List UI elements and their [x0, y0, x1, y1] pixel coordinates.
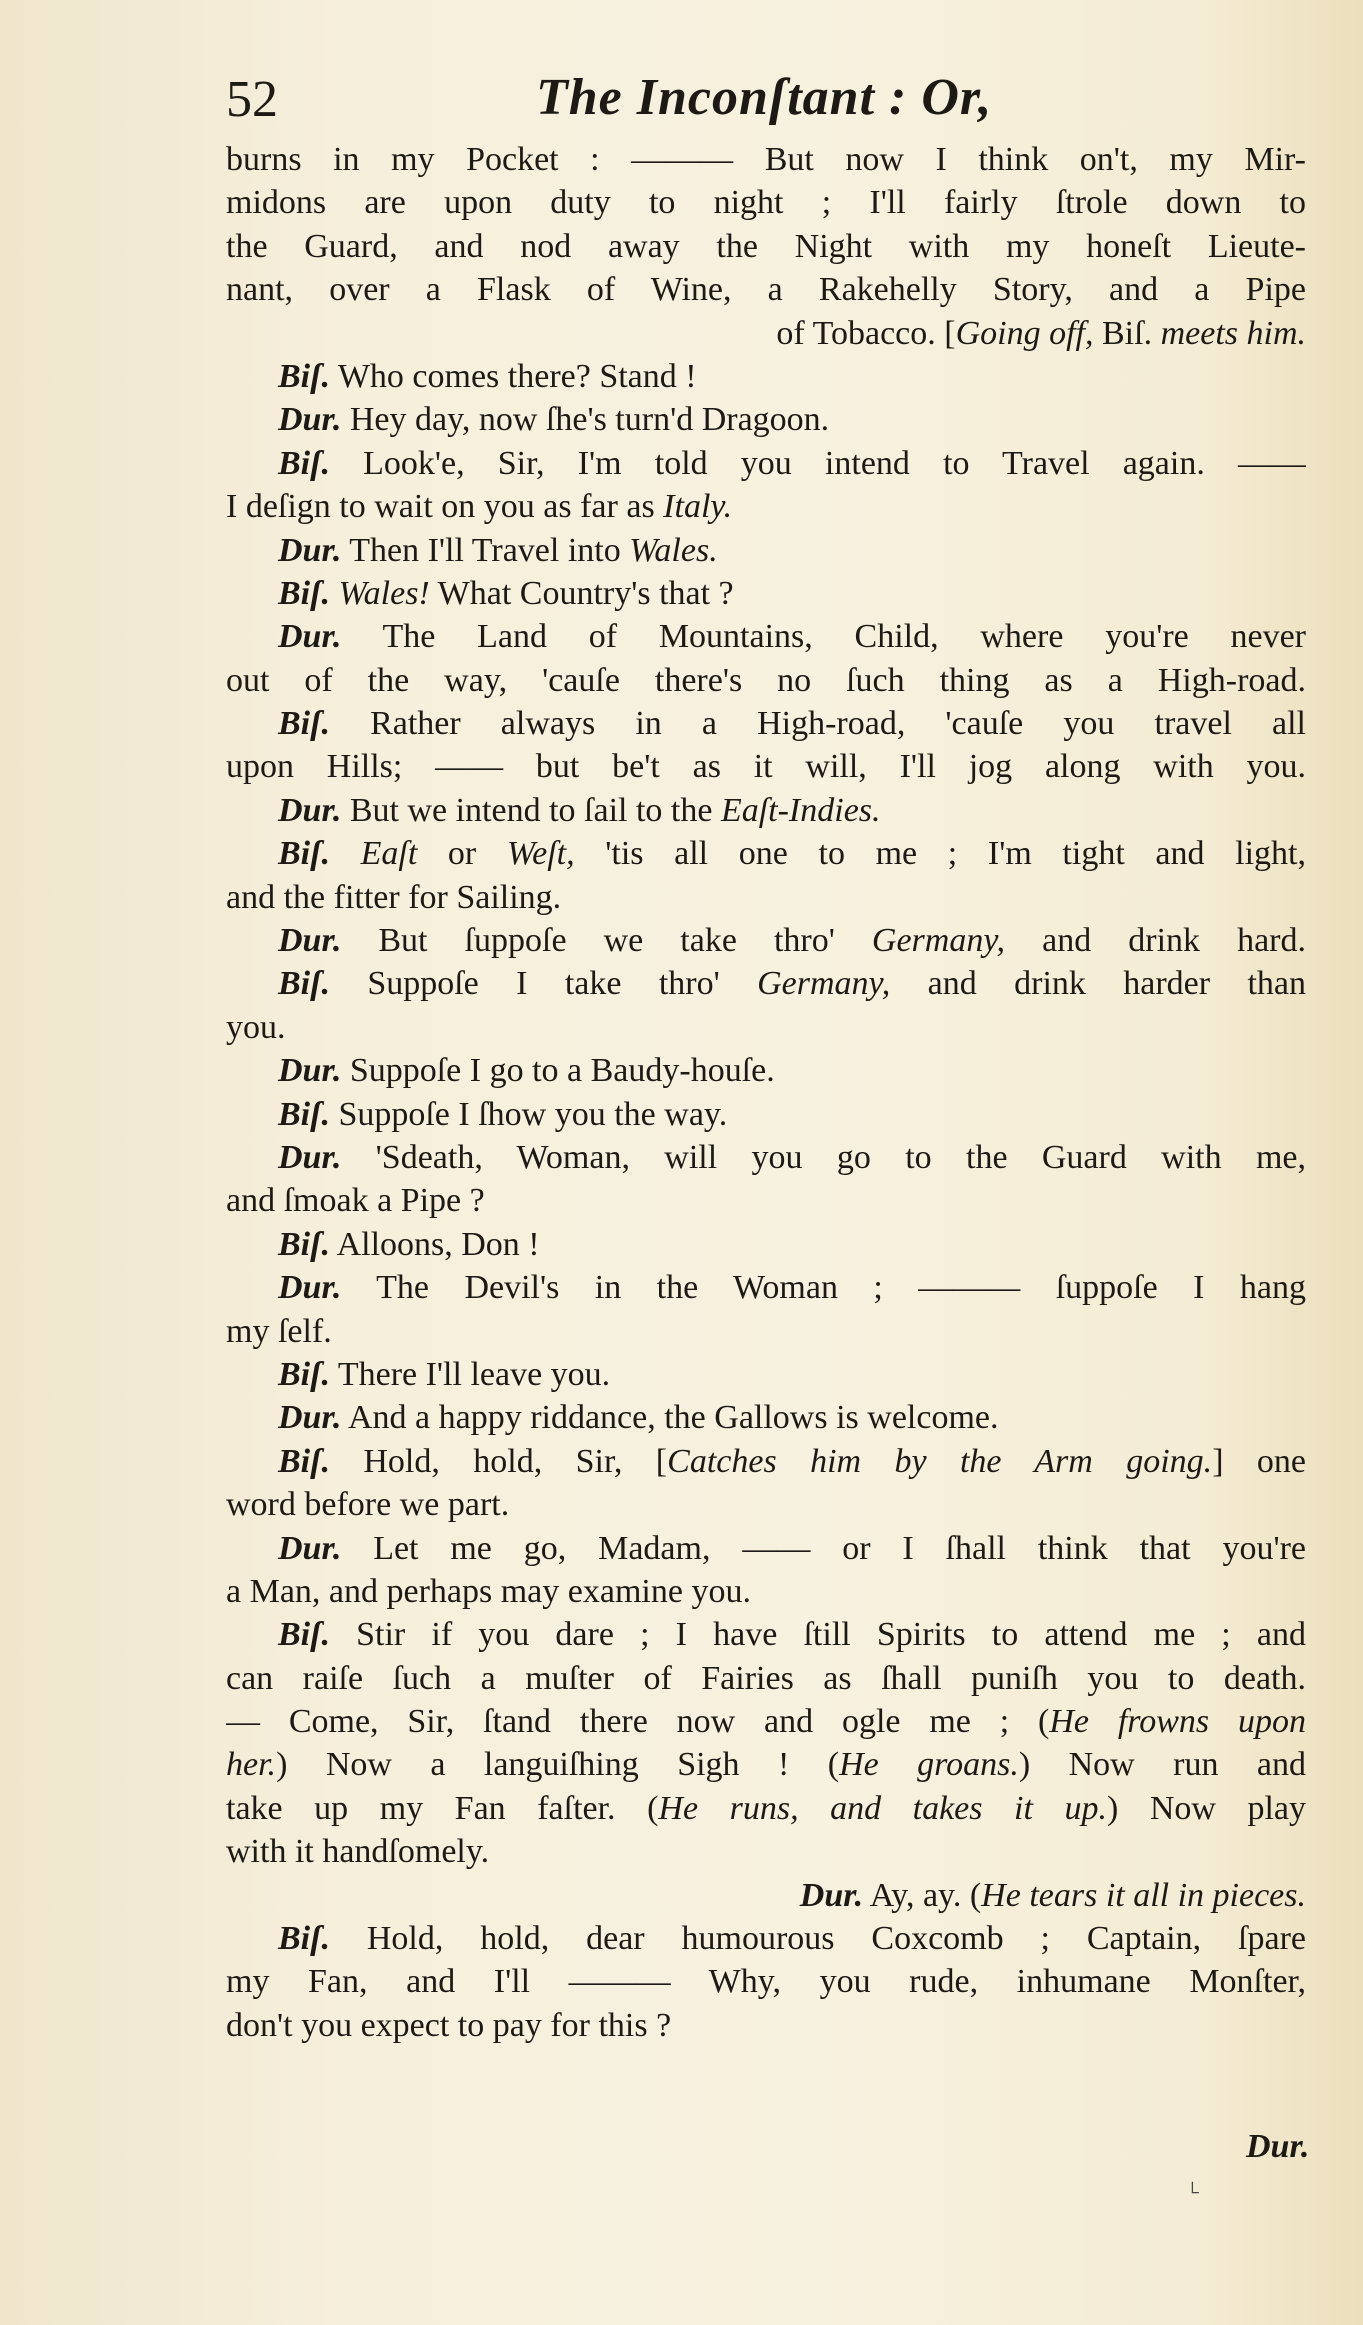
line-text: and drink hard. [1005, 922, 1306, 960]
line-text: Suppoſe I take thro' [329, 965, 758, 1003]
text-line [226, 1743, 1306, 1786]
line-text: ] one [1212, 1442, 1306, 1480]
line-text: take up my Fan faſter. ( [226, 1789, 659, 1827]
speaker-name: Dur. [278, 401, 342, 439]
text-line [226, 1657, 1306, 1700]
text-line [226, 1093, 1306, 1136]
text-line [226, 659, 1306, 702]
text-line [226, 181, 1306, 224]
speaker-name: Biſ. [278, 1442, 330, 1480]
line-text: Stir if you dare ; I have ſtill Spirits to attend me ; and [329, 1616, 1306, 1654]
line-text: ) Now run and [1018, 1746, 1306, 1784]
line-text: Alloons, Don ! [329, 1225, 540, 1263]
text-line [226, 529, 1306, 572]
line-text: burns in my Pocket : ——— But now I think on't, my Mir- [226, 141, 1306, 178]
line-text: — Come, Sir, ſtand there now and ogle me ; ( [226, 1703, 1050, 1741]
italic-text: Wales! [338, 574, 430, 612]
text-line [226, 138, 1306, 181]
page-header [226, 62, 1336, 142]
text-line [226, 745, 1306, 788]
text-line [226, 572, 1306, 615]
line-text: my ſelf. [226, 1312, 332, 1350]
text-line [226, 1787, 1306, 1830]
text-line [226, 1179, 1306, 1222]
text-line [226, 702, 1306, 745]
line-text: What Country's that ? [429, 574, 734, 612]
text-line [226, 615, 1306, 658]
text-line [226, 1917, 1306, 1960]
text-line [226, 1700, 1306, 1743]
speaker-name: Dur. [278, 1399, 342, 1437]
text-line [226, 832, 1306, 875]
text-line [226, 1396, 1306, 1439]
line-text: Then I'll Travel into [341, 531, 630, 569]
page-number: 52 [226, 71, 278, 128]
speaker-name: Biſ. [278, 1616, 330, 1654]
line-text: But we intend to ſail to the [341, 791, 721, 829]
text-line [226, 1310, 1306, 1353]
line-text: 'Sdeath, Woman, will you go to the Guard with me, [341, 1138, 1306, 1176]
line-text: a Man, and perhaps may examine you. [226, 1572, 751, 1610]
speaker-name: Biſ. [278, 1095, 330, 1133]
speaker-name: Biſ. [278, 1355, 330, 1393]
text-line [226, 1874, 1306, 1917]
printer-mark: └ [1186, 2182, 1199, 2202]
line-text: The Land of Mountains, Child, where you're never [341, 618, 1306, 656]
italic-text: Germany, [757, 965, 891, 1003]
speaker-name: Dur. [278, 618, 342, 656]
line-text: Let me go, Madam, —— or I ſhall think that you're [341, 1529, 1306, 1567]
text-line [226, 485, 1306, 528]
line-text: The Devil's in the Woman ; ——— ſuppoſe I hang [341, 1269, 1306, 1307]
text-line [226, 1570, 1306, 1613]
text-line [226, 355, 1306, 398]
text-line [226, 1049, 1306, 1092]
speaker-name: Dur. [278, 1529, 342, 1567]
line-text: But ſuppoſe we take thro' [341, 922, 872, 960]
text-line [226, 1960, 1306, 2003]
line-text: with it handſomely. [226, 1833, 490, 1871]
speaker-name: Dur. [278, 531, 342, 569]
text-line [226, 225, 1306, 268]
line-text: ) Now a languiſhing Sigh ! ( [276, 1746, 840, 1784]
italic-text: Going off, [955, 314, 1094, 352]
text-line [226, 876, 1306, 919]
line-text: midons are upon duty to night ; I'll fairly ſtrole down to [226, 184, 1306, 222]
line-text: can raiſe ſuch a muſter of Fairies as ſhall puniſh you to death. [226, 1659, 1306, 1697]
text-line [226, 1006, 1306, 1049]
italic-text: her. [226, 1746, 277, 1784]
line-text: and the fitter for Sailing. [226, 878, 562, 916]
speaker-name: Dur. [278, 1138, 342, 1176]
text-line [226, 2004, 1306, 2047]
speaker-name: Biſ. [278, 444, 330, 482]
italic-text: Eaſt [360, 835, 418, 873]
speaker-name: Dur. [278, 1052, 342, 1090]
line-text: and ſmoak a Pipe ? [226, 1182, 485, 1220]
speaker-name: Biſ. [278, 1225, 330, 1263]
speaker-name: Dur. [799, 1876, 864, 1914]
text-line [226, 398, 1306, 441]
line-text: And a happy riddance, the Gallows is welcome. [341, 1399, 999, 1437]
running-title: The Inconſtant : Or, [536, 69, 993, 126]
line-text: ) Now play [1106, 1789, 1306, 1827]
italic-text: He tears it all in pieces. [981, 1876, 1306, 1914]
text-line [226, 919, 1306, 962]
speaker-name: Biſ. [278, 357, 330, 395]
italic-text: meets him. [1160, 314, 1306, 352]
text-line [226, 442, 1306, 485]
text-line [226, 1266, 1306, 1309]
line-text: Hold, hold, Sir, [ [329, 1442, 668, 1480]
italic-text: Weſt, [506, 835, 575, 873]
line-text: Suppoſe I ſhow you the way. [329, 1095, 728, 1133]
text-line [226, 1483, 1306, 1526]
line-text: the Guard, and nod away the Night with my honeſt Lieute- [226, 227, 1306, 265]
speaker-name: Biſ. [278, 965, 330, 1003]
italic-text: Wales. [629, 531, 718, 569]
text-line [226, 1136, 1306, 1179]
italic-text: Eaſt-Indies. [720, 791, 881, 829]
speaker-name: Biſ. [278, 574, 330, 612]
catchword: Dur. [1246, 2128, 1310, 2165]
line-text: 'tis all one to me ; I'm tight and light, [574, 835, 1306, 873]
line-text: Look'e, Sir, I'm told you intend to Travel again. —— [329, 444, 1306, 482]
line-text: my Fan, and I'll ——— Why, you rude, inhumane Monſter, [226, 1963, 1306, 2001]
line-text: Suppoſe I go to a Baudy-houſe. [341, 1052, 775, 1090]
text-line [226, 312, 1306, 355]
line-text: or [417, 835, 507, 873]
text-line [226, 1830, 1306, 1873]
line-text: nant, over a Flask of Wine, a Rakehelly Story, and a Pipe [226, 271, 1306, 309]
text-line [226, 268, 1306, 311]
line-text: There I'll leave you. [329, 1355, 611, 1393]
text-line [226, 1613, 1306, 1656]
line-text: Biſ. [1093, 314, 1161, 352]
italic-text: He frowns upon [1049, 1703, 1306, 1741]
speaker-name: Dur. [278, 1269, 342, 1307]
line-text: Ay, ay. ( [863, 1876, 982, 1914]
speaker-name: Biſ. [278, 835, 330, 873]
italic-text: Germany, [871, 922, 1006, 960]
speaker-name: Biſ. [278, 1920, 330, 1958]
text-line [226, 1223, 1306, 1266]
play-text [226, 138, 1306, 2047]
line-text: and drink harder than [890, 965, 1306, 1003]
line-text: Hold, hold, dear humourous Coxcomb ; Captain, ſpare [329, 1920, 1306, 1958]
italic-text: He runs, and takes it up. [658, 1789, 1107, 1827]
line-text: Rather always in a High-road, 'cauſe you travel all [329, 705, 1306, 743]
line-text: don't you expect to pay for this ? [226, 2006, 672, 2044]
line-text: out of the way, 'cauſe there's no ſuch thing as a High-road. [226, 661, 1306, 699]
speaker-name: Biſ. [278, 705, 330, 743]
line-text: upon Hills; —— but be't as it will, I'll jog along with you. [226, 748, 1306, 786]
text-line [226, 962, 1306, 1005]
speaker-name: Dur. [278, 791, 342, 829]
speaker-name: Dur. [278, 922, 342, 960]
line-text: Hey day, now ſhe's turn'd Dragoon. [341, 401, 830, 439]
text-line [226, 1440, 1306, 1483]
text-line [226, 1353, 1306, 1396]
text-line [226, 1527, 1306, 1570]
line-text: word before we part. [226, 1486, 510, 1524]
line-text [330, 835, 361, 872]
italic-text: Italy. [663, 488, 733, 526]
line-text: I deſign to wait on you as far as [226, 488, 664, 526]
line-text: Who comes there? Stand ! [329, 357, 697, 395]
line-text: you. [226, 1008, 286, 1046]
italic-text: He groans. [839, 1746, 1019, 1784]
line-text: of Tobacco. [ [776, 314, 956, 352]
text-line [226, 789, 1306, 832]
italic-text: Catches him by the Arm going. [667, 1442, 1213, 1480]
